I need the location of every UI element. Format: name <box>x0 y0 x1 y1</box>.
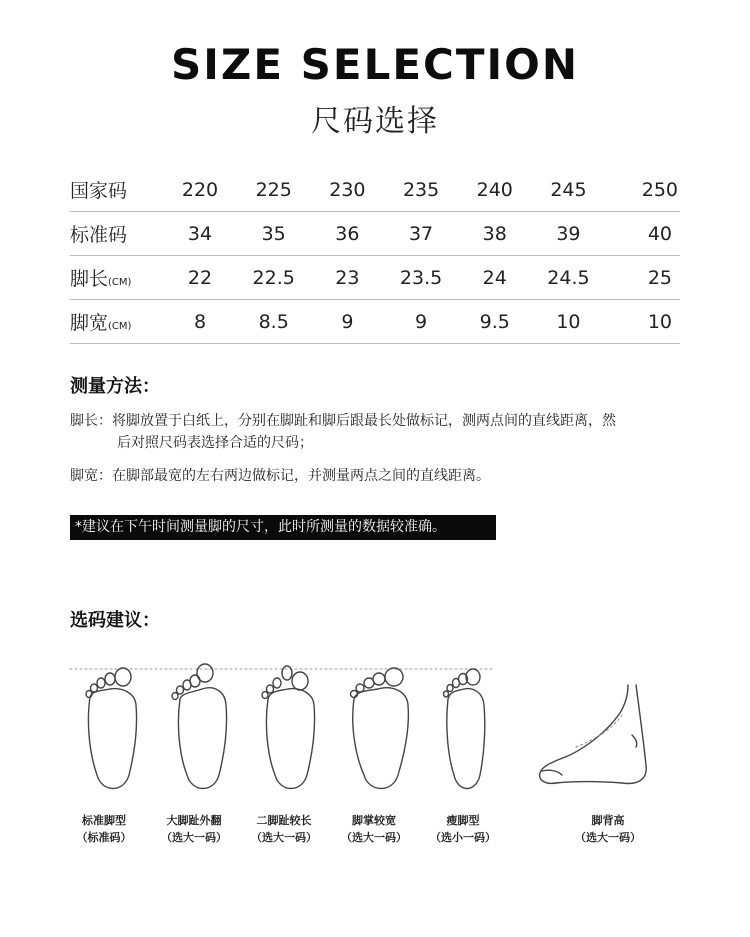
table-cell: 35 <box>234 212 313 256</box>
table-row-standard-size <box>70 212 680 256</box>
table-cell: 22 <box>166 256 234 300</box>
unit-label: (CM) <box>108 321 132 332</box>
advice-heading: 选码建议： <box>70 610 160 631</box>
foot-type-name: 脚掌较宽 <box>352 814 396 827</box>
table-cell: 220 <box>166 168 234 212</box>
foot-type-caption-narrow <box>418 812 508 846</box>
foot-type-tip: （选大一码） <box>161 831 227 844</box>
narrow-foot-icon <box>444 669 485 789</box>
size-table <box>70 168 680 344</box>
row-label: 国家码 <box>70 168 166 212</box>
foot-type-tip: （标准码） <box>76 831 132 844</box>
foot-type-caption-long-second-toe <box>239 812 329 846</box>
table-cell: 10 <box>608 300 680 344</box>
foot-width-instructions <box>70 465 682 487</box>
row-label: 标准码 <box>70 212 166 256</box>
table-row-foot-length <box>70 256 680 300</box>
table-cell: 36 <box>313 212 381 256</box>
table-cell: 25 <box>608 256 680 300</box>
foot-type-caption-wide-forefoot <box>329 812 419 846</box>
table-cell: 23.5 <box>381 256 460 300</box>
foot-length-instructions <box>70 410 682 454</box>
unit-label: (CM) <box>108 277 132 288</box>
table-cell: 240 <box>461 168 529 212</box>
table-cell: 24 <box>461 256 529 300</box>
table-cell: 225 <box>234 168 313 212</box>
page-subtitle: 尺码选择 <box>311 104 439 139</box>
table-cell: 40 <box>608 212 680 256</box>
long-second-toe-foot-icon <box>262 666 315 789</box>
length-text-line-1: 将脚放置于白纸上，分别在脚趾和脚后跟最长处做标记，测两点间的直线距离，然 <box>112 413 616 429</box>
width-text: 在脚部最宽的左右两边做标记，并测量两点之间的直线距离。 <box>112 468 490 484</box>
length-text-line-2: 后对照尺码表选择合适的尺码； <box>117 435 313 451</box>
table-cell: 8.5 <box>234 300 313 344</box>
foot-type-caption-high-instep <box>563 812 653 846</box>
table-cell: 245 <box>529 168 608 212</box>
foot-type-name: 脚背高 <box>591 814 625 827</box>
length-label: 脚长： <box>70 413 112 429</box>
foot-type-tip: （选大一码） <box>251 831 317 844</box>
table-cell: 10 <box>529 300 608 344</box>
foot-type-caption-bunion <box>149 812 239 846</box>
table-cell: 8 <box>166 300 234 344</box>
table-cell: 9 <box>381 300 460 344</box>
table-cell: 23 <box>313 256 381 300</box>
table-row-country-size <box>70 168 680 212</box>
table-cell: 250 <box>608 168 680 212</box>
foot-type-name: 标准脚型 <box>82 814 126 827</box>
table-cell: 22.5 <box>234 256 313 300</box>
width-label: 脚宽： <box>70 468 112 484</box>
table-cell: 34 <box>166 212 234 256</box>
table-cell: 39 <box>529 212 608 256</box>
foot-type-name: 二脚趾较长 <box>256 814 312 827</box>
foot-type-caption-standard <box>59 812 149 846</box>
table-cell: 37 <box>381 212 460 256</box>
foot-illustrations-svg <box>60 655 700 805</box>
foot-type-name: 大脚趾外翻 <box>166 814 222 827</box>
table-cell: 24.5 <box>529 256 608 300</box>
table-cell: 38 <box>461 212 529 256</box>
standard-foot-icon <box>86 668 137 789</box>
foot-type-tip: （选小一码） <box>430 831 496 844</box>
table-cell: 230 <box>313 168 381 212</box>
table-cell: 9 <box>313 300 381 344</box>
table-cell: 235 <box>381 168 460 212</box>
foot-type-tip: （选大一码） <box>341 831 407 844</box>
bunion-foot-icon <box>172 664 227 789</box>
foot-type-illustrations <box>60 655 700 855</box>
table-row-foot-width <box>70 300 680 344</box>
table-cell: 9.5 <box>461 300 529 344</box>
foot-type-name: 瘦脚型 <box>446 814 480 827</box>
foot-type-tip: （选大一码） <box>575 831 641 844</box>
measure-heading: 测量方法： <box>70 376 160 397</box>
page-title: SIZE SELECTION <box>171 40 579 89</box>
row-label: 脚宽(CM) <box>70 300 166 344</box>
row-label: 脚长(CM) <box>70 256 166 300</box>
high-instep-foot-icon <box>540 685 647 783</box>
wide-forefoot-icon <box>351 668 409 789</box>
measurement-tip-banner: *建议在下午时间测量脚的尺寸，此时所测量的数据较准确。 <box>70 515 496 540</box>
